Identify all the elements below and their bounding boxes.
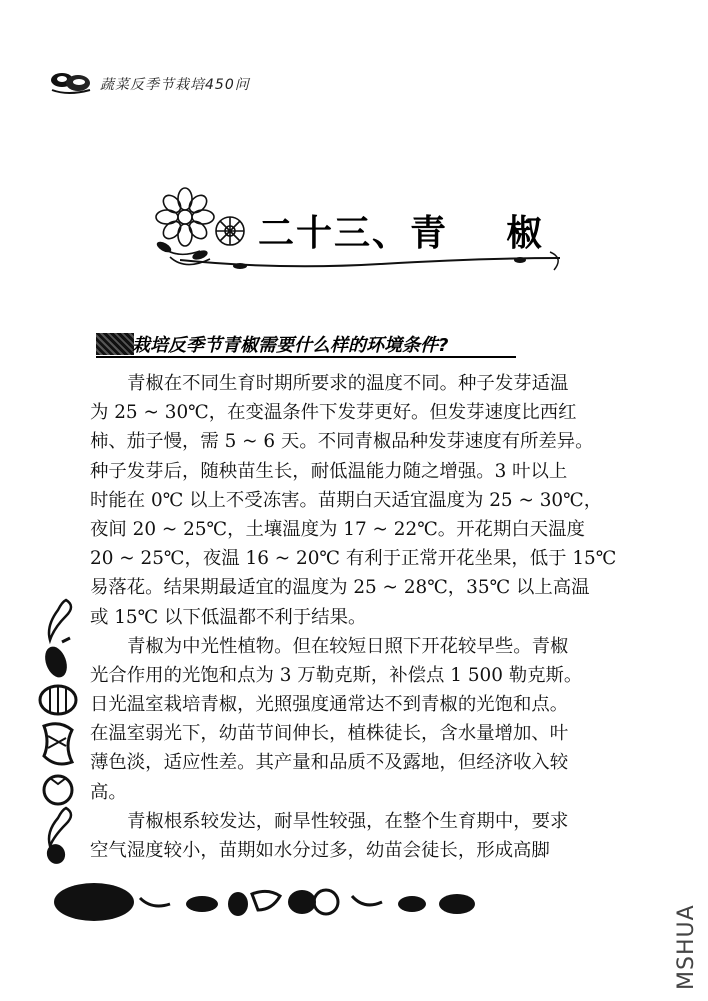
question-heading: 栽培反季节青椒需要什么样的环境条件? [132,335,449,356]
pepper-icon [49,600,71,640]
tomato-icon [44,776,72,804]
body-line: 易落花。结果期最适宜的温度为 25 ~ 28℃，35℃ 以上高温 [90,577,590,599]
body-line: 在温室弱光下，幼苗节间伸长，植株徒长，含水量增加、叶 [90,723,569,745]
eggplant-icon [41,638,71,680]
body-line: 空气湿度较小，苗期如水分过多，幼苗会徒长，形成高脚 [90,840,550,861]
body-line: 为 25 ~ 30℃，在变温条件下发芽更好。但发芽速度比西红 [90,402,577,424]
question-underline [96,356,516,358]
body-line: 青椒在不同生育时期所要求的温度不同。种子发芽适温 [127,373,569,394]
body-line: 青椒为中光性植物。但在较短日照下开花较早些。青椒 [127,635,569,657]
question-marker [96,333,134,355]
cabbage-icon [44,724,72,764]
body-line: 高。 [90,781,127,803]
body-line: 光合作用的光饱和点为 3 万勒克斯，补偿点 1 500 勒克斯。 [90,664,583,686]
chapter-title: 二十三、青 椒 [258,213,545,254]
body-line: 种子发芽后，随秧苗生长，耐低温能力随之增强。3 叶以上 [90,460,568,482]
body-line: 20 ~ 25℃，夜温 16 ~ 20℃ 有利于正常开花坐果，低于 15℃ [90,548,617,570]
body-line: 青椒根系较发达，耐旱性较强，在整个生育期中，要求 [127,810,569,832]
body-text [90,369,630,865]
eggplant-icon [44,842,68,866]
body-line: 薄色淡，适应性差。其产量和品质不及露地，但经济收入较 [90,752,569,774]
vegetable-logo-icon [48,68,94,96]
pumpkin-icon [40,686,76,714]
footer-vegetable-band [52,880,492,924]
body-line: 柿、茄子慢，需 5 ~ 6 天。不同青椒品种发芽速度有所差异。 [90,431,594,453]
watermark-text: MSHUA [674,904,699,990]
pepper-icon [49,808,71,846]
body-line: 日光温室栽培青椒，光照强度通常达不到青椒的光饱和点。 [90,694,569,716]
body-line: 时能在 0℃ 以上不受冻害。苗期白天适宜温度为 25 ~ 30℃， [90,489,603,511]
running-header-title: 蔬菜反季节栽培450问 [100,77,250,93]
body-line: 夜间 20 ~ 25℃，土壤温度为 17 ~ 22℃。开花期白天温度 [90,518,585,540]
side-vegetable-column [36,596,80,866]
body-line: 或 15℃ 以下低温都不利于结果。 [90,606,367,628]
